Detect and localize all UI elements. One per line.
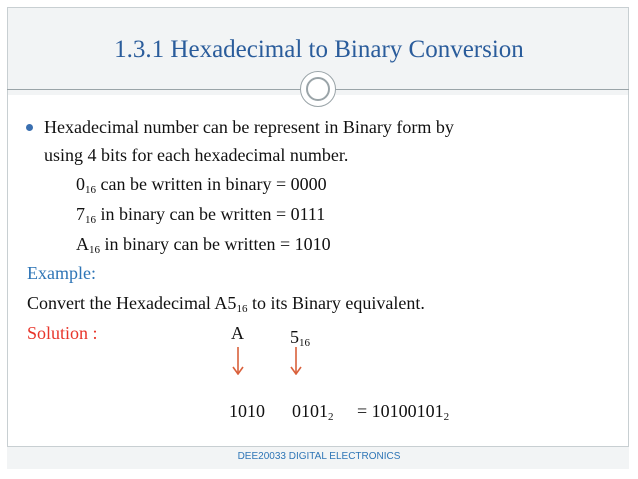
hex-base: 16 — [89, 244, 100, 256]
solution-label: Solution : — [27, 323, 98, 343]
result-group-a: 1010 — [229, 401, 265, 421]
arrow-down-icon — [231, 347, 245, 375]
task-prefix: Convert the Hexadecimal A5 — [27, 293, 237, 313]
example-row-0 — [76, 173, 327, 195]
binary-digits: 0101 — [292, 401, 328, 421]
bullet-text-line1: Hexadecimal number can be represent in Binary form by — [44, 117, 454, 137]
example-row-7 — [76, 203, 325, 225]
hex-digit: A — [76, 234, 89, 254]
arrow-down-icon — [289, 347, 303, 375]
final-binary: = 10100101 — [357, 401, 444, 421]
hex-base: 16 — [299, 337, 310, 349]
bullet-text-line2: using 4 bits for each hexadecimal number. — [44, 145, 349, 165]
bullet-icon — [26, 124, 33, 131]
hex-digit: 0 — [76, 174, 85, 194]
example-label: Example: — [27, 263, 96, 283]
task-suffix: to its Binary equivalent. — [247, 293, 425, 313]
hex-digit: 5 — [290, 327, 299, 347]
example-text: in binary can be written = 1010 — [100, 234, 331, 254]
task-base: 16 — [236, 303, 248, 315]
hex-base: 16 — [85, 184, 96, 196]
hex-digit: 7 — [76, 204, 85, 224]
hex-base: 16 — [85, 214, 96, 226]
example-text: can be written in binary = 0000 — [96, 174, 327, 194]
slide-title: 1.3.1 Hexadecimal to Binary Conversion — [114, 36, 524, 63]
divider-circle-ornament — [300, 71, 336, 107]
divider-circle-inner — [306, 77, 330, 101]
result-final — [357, 400, 449, 422]
result-group-5 — [292, 400, 334, 422]
binary-base: 2 — [328, 411, 334, 423]
example-row-a — [76, 233, 331, 255]
footer-text: DEE20033 DIGITAL ELECTRONICS — [237, 451, 401, 462]
task-statement — [27, 292, 425, 314]
solution-digit-a: A — [231, 323, 244, 343]
solution-digit-5 — [290, 326, 310, 348]
final-base: 2 — [443, 411, 450, 423]
example-text: in binary can be written = 0111 — [96, 204, 326, 224]
